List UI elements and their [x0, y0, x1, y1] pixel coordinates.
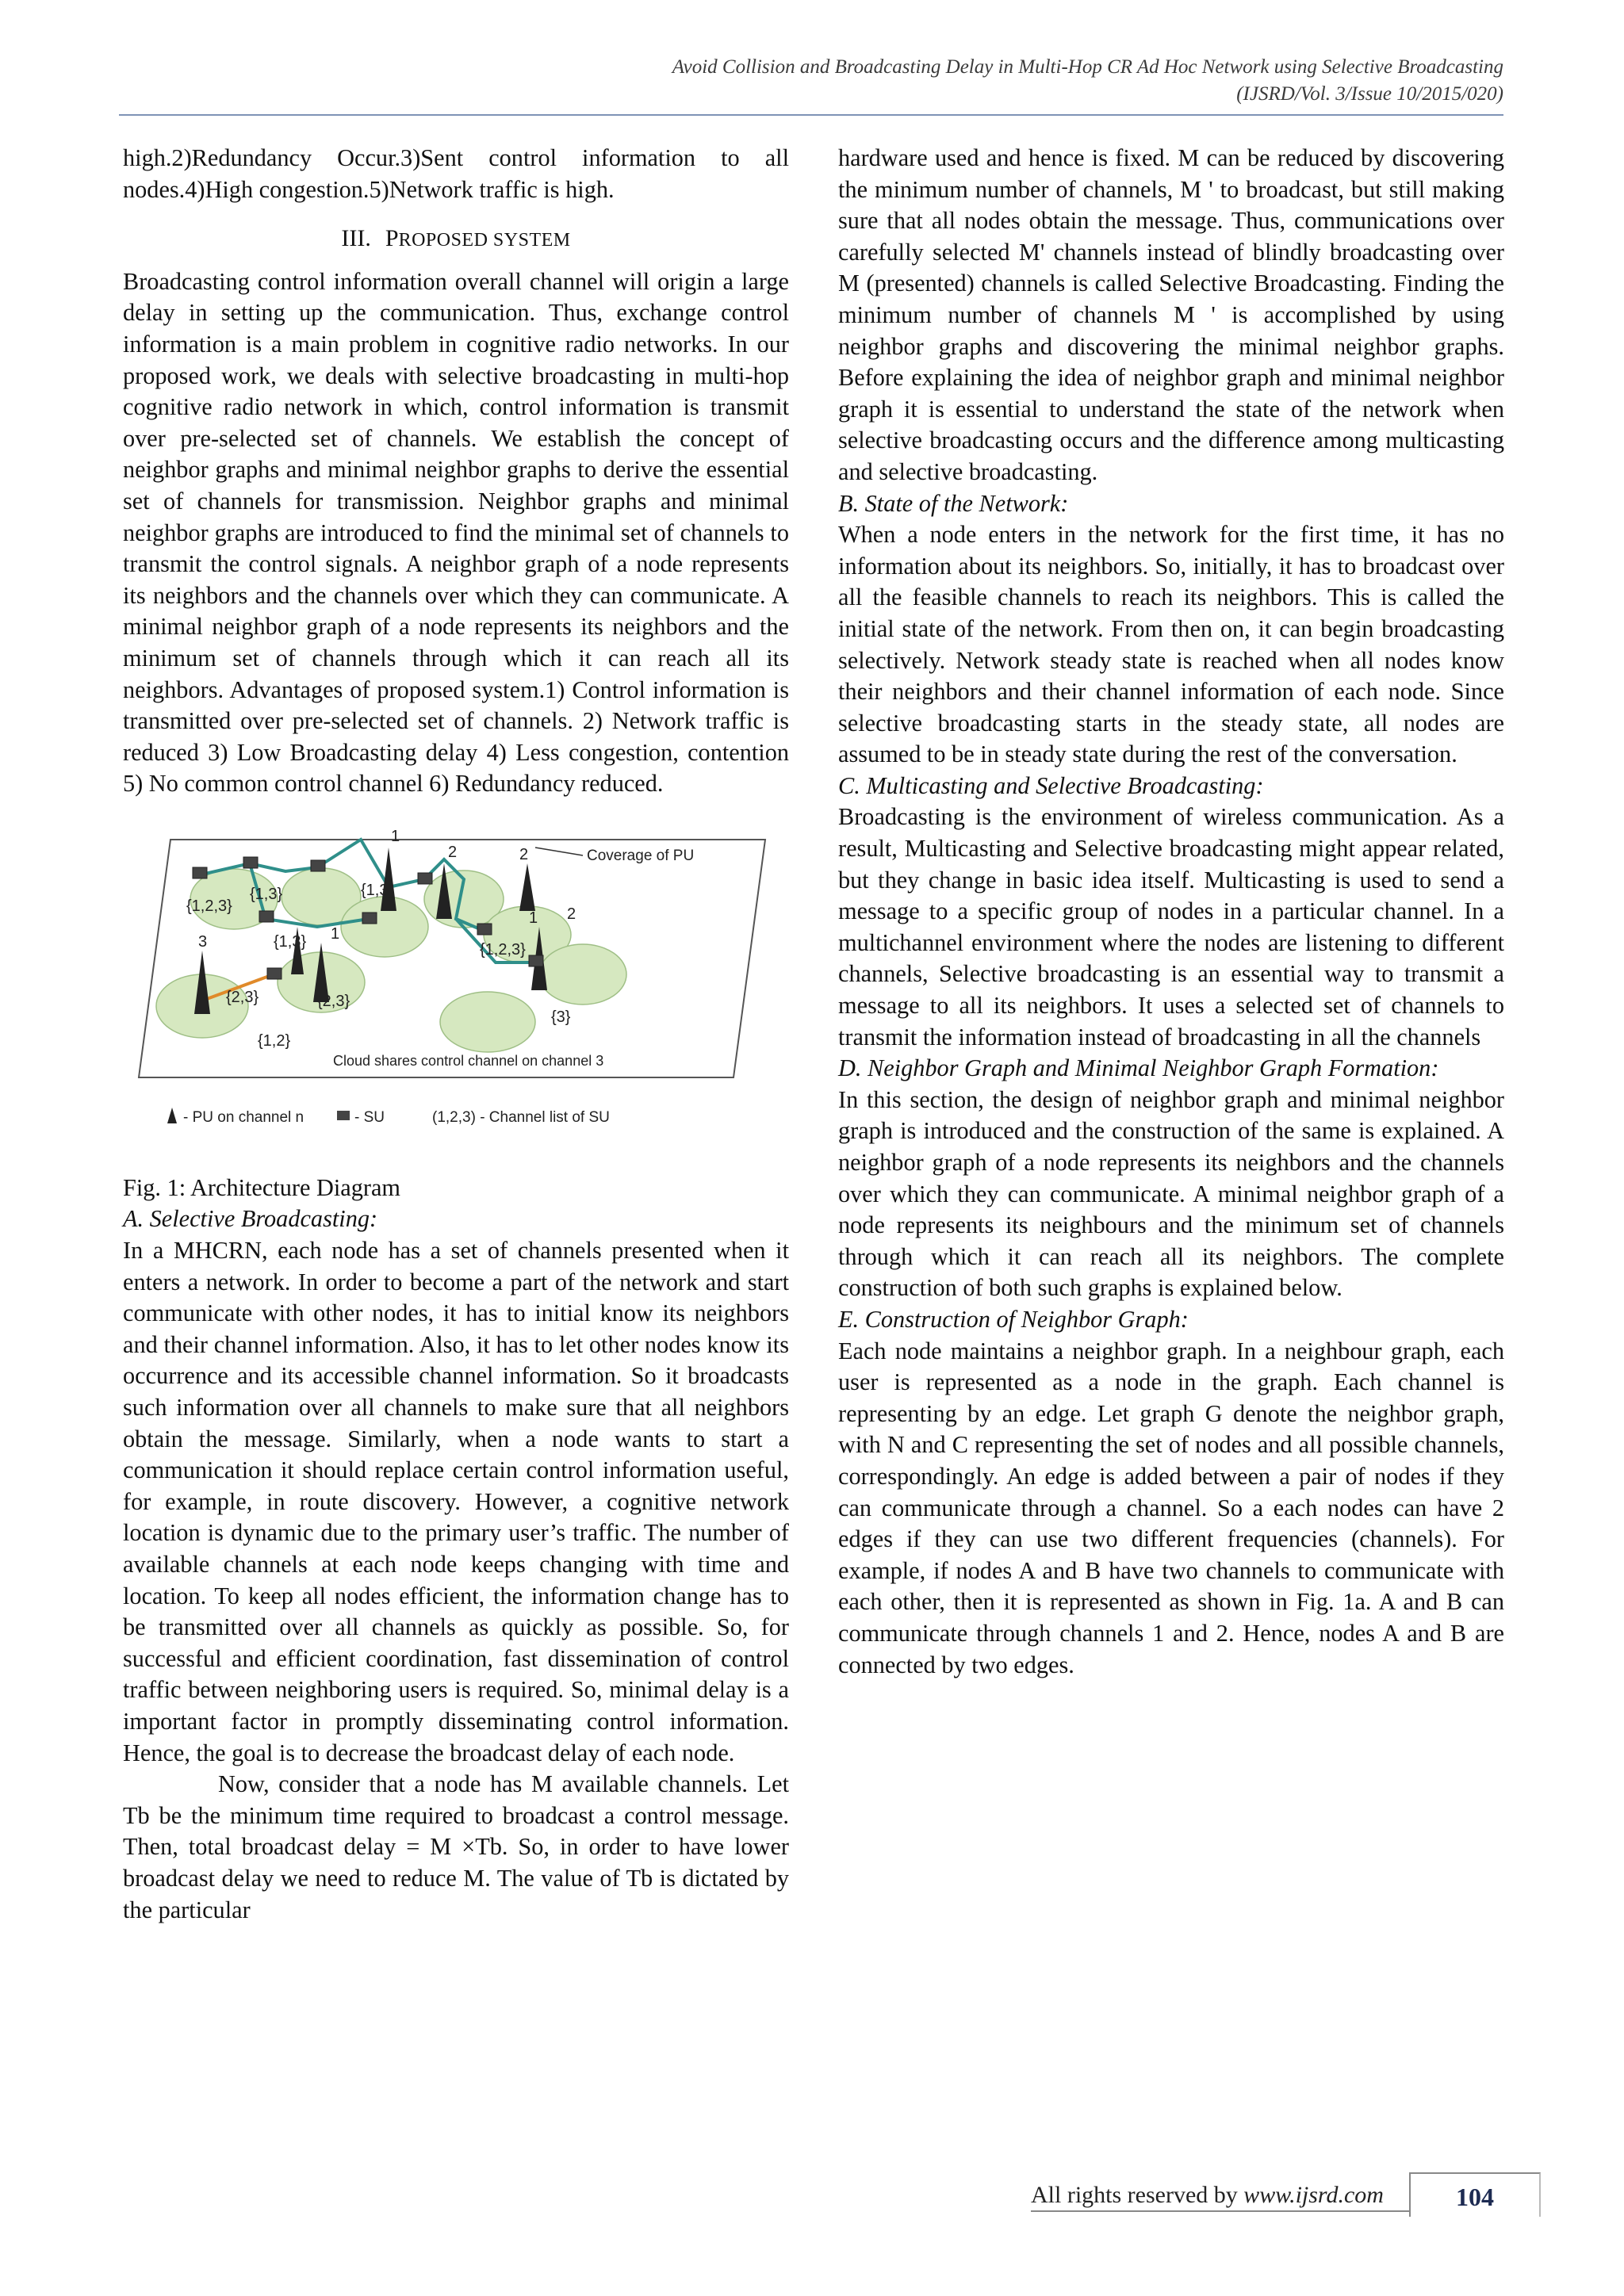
tower-label: 2	[519, 845, 529, 863]
ch-label: {1,2,3}	[186, 897, 232, 915]
tower-label: 3	[198, 932, 208, 951]
section-heading-first: P	[385, 225, 399, 252]
intro-paragraph: high.2)Redundancy Occur.3)Sent control information to all nodes.4)High congestion.5)Network traffic is high.	[123, 144, 789, 203]
subsection-e-title: E. Construction of Neighbor Graph:	[838, 1305, 1189, 1333]
subsection-a-paragraph: In a MHCRN, each node has a set of channels presented when it enters a network. In order to become a part of the network and start communicate with other nodes, it has to initial know its neighbors and their channel information. Also, it has to let other nodes know its occurrence and its accessible channel information. So it broadcasts such information over all channels to make sure that all neighbors obtain the message. Similarly, when a node wants to start a communication it should replace certain control information useful, for example, in route discovery. However, a cognitive network location is dynamic due to the primary user’s traffic. The number of available channels at each node keeps changing with time and location. To keep all nodes efficient, the information change has to be transmitted over all channels as quickly as possible. So, for successful and efficient coordination, fast dissemination of control traffic between neighboring users is required. So, minimal delay is a important factor in promptly disseminating control information. Hence, the goal is to decrease the broadcast delay of each node.	[123, 1237, 789, 1766]
section-heading-rest: ROPOSED SYSTEM	[398, 230, 571, 251]
subsection-a-title: A. Selective Broadcasting:	[123, 1205, 378, 1233]
footer-copyright	[1031, 2182, 1384, 2209]
legend-tower-icon	[167, 1108, 177, 1123]
subsection-a-paragraph-2: Now, consider that a node has M available channels. Let Tb be the minimum time required to broadcast a control message. Then, total broadcast delay = M ×Tb. So, in order to have lower broadcast delay we need to reduce M. The value of Tb is dictated by the particular	[123, 1770, 789, 1923]
ch-label: {1,2,3}	[480, 940, 526, 959]
header-title: Avoid Collision and Broadcasting Delay in Multi-Hop CR Ad Hoc Network using Selective Broadcasting	[672, 56, 1503, 78]
legend-laptop-icon	[337, 1111, 350, 1120]
ch-label: {1,2}	[258, 1031, 291, 1050]
subsection-d-paragraph: In this section, the design of neighbor graph and minimal neighbor graph is introduced and the construction of the same is explained. A neighbor graph of a node represents its neighbors and the channels over which they can communicate. A minimal neighbor graph of a node represents its neighbours and the minimum set of channels through which it can reach all its neighbors. The complete construction of both such graphs is explained below.	[838, 1085, 1504, 1302]
footer-rule	[1031, 2210, 1409, 2212]
tower-label: 1	[331, 924, 340, 943]
figure-caption: Fig. 1: Architecture Diagram	[123, 1173, 400, 1201]
ch-label: {1,3}	[361, 881, 394, 899]
ch-label: {1,3}	[274, 932, 307, 951]
subsection-d-title: D. Neighbor Graph and Minimal Neighbor Graph Formation:	[838, 1054, 1439, 1082]
right-column	[838, 143, 1504, 1681]
ch-label: {3}	[551, 1008, 571, 1026]
page-number: 104	[1409, 2172, 1541, 2217]
coverage-label: Coverage of PU	[587, 847, 695, 864]
subsection-c-paragraph: Broadcasting is the environment of wireless communication. As a result, Multicasting and Selective broadcasting might appear related, but they change in basic idea itself. Multicasting is used to send a message to a specific group of nodes in a particular channel. In a multichannel environment where the nodes are listening to different channels, Selective broadcasting is an essential way to transmit a message to all its neighbors. It uses a selected set of channels to transmit the information instead of broadcasting in all the channels	[838, 803, 1504, 1050]
header-issue: (IJSRD/Vol. 3/Issue 10/2015/020)	[1236, 83, 1503, 105]
subsection-b-paragraph: When a node enters in the network for the first time, it has no information about its neighbors. So, initially, it has to broadcast over all the feasible channels to reach its neighbors. This is called the initial state of the network. From then on, it can begin broadcasting selectively. Network steady state is reached when all nodes know their neighbors and their channel information of each node. Since selective broadcasting starts in the steady state, all nodes are assumed to be in steady state during the rest of the conversation.	[838, 521, 1504, 768]
architecture-diagram	[123, 824, 789, 1173]
left-column	[123, 143, 789, 1926]
section-3-heading	[123, 223, 789, 257]
footer-prefix: All rights reserved by	[1031, 2182, 1244, 2208]
section-3-paragraph: Broadcasting control information overall channel will origin a large delay in setting up the communication. Thus, exchange control information is a main problem in cognitive radio networks. In our proposed work, we deals with selective broadcasting in multi-hop cognitive radio network in which, control information is transmit over pre-selected set of channels. We establish the concept of neighbor graphs and minimal neighbor graphs to derive the essential set of channels for transmission. Neighbor graphs and minimal neighbor graphs are introduced to find the minimal set of channels to transmit the control signals. A neighbor graph of a node represents its neighbors and the channels over which they can communicate. A minimal neighbor graph of a node represents its neighbors and the minimum set of channels through which it can reach all its neighbors. Advantages of proposed system.1) Control information is transmitted over pre-selected set of channels. 2) Network traffic is reduced 3) Low Broadcasting delay 4) Less congestion, contention 5) No common control channel 6) Redundancy reduced.	[123, 267, 789, 798]
architecture-figure	[123, 824, 789, 1173]
subsection-c-title: C. Multicasting and Selective Broadcasting:	[838, 771, 1264, 799]
tower-label: 2	[567, 905, 576, 923]
cloud-label: Cloud shares control channel on channel 3	[333, 1052, 604, 1069]
tower-label: 1	[391, 827, 400, 845]
tower-label: 2	[448, 843, 458, 861]
section-number: III.	[341, 225, 371, 252]
legend-channel-list: (1,2,3) - Channel list of SU	[432, 1108, 610, 1126]
footer-site-link[interactable]: www.ijsrd.com	[1243, 2182, 1384, 2208]
legend-pu: - PU on channel n	[183, 1108, 304, 1126]
subsection-b-title: B. State of the Network:	[838, 489, 1069, 517]
running-header	[119, 54, 1503, 108]
ch-label: {1,3}	[250, 885, 283, 903]
legend-su: - SU	[354, 1108, 385, 1126]
header-rule	[119, 114, 1503, 116]
tower-label: 1	[529, 909, 538, 927]
subsection-e-paragraph: Each node maintains a neighbor graph. In a neighbour graph, each user is represented as a node in the graph. Each channel is representing by an edge. Let graph G denote the neighbor graph, with N and C representing the set of nodes and all possible channels, correspondingly. An edge is added between a pair of nodes if they can communicate through a channel. So a each nodes can have 2 edges if they can use two different frequencies (channels). For example, if nodes A and B have two channels to communicate with each other, then it is represented as shown in Fig. 1a. A and B can communicate through channels 1 and 2. Hence, nodes A and B are connected by two edges.	[838, 1337, 1504, 1678]
ch-label: {2,3}	[226, 988, 259, 1006]
right-intro-paragraph: hardware used and hence is fixed. M can be reduced by discovering the minimum number of channels, M ' to broadcast, but still making sure that all nodes obtain the message. Thus, communications over carefully selected M' channels instead of blindly broadcasting over M (presented) channels is called Selective Broadcasting. Finding the minimum number of channels M ' is accomplished by using neighbor graphs and discovering the minimal neighbor graphs. Before explaining the idea of neighbor graph and minimal neighbor graph it is essential to understand the state of the network when selective broadcasting occurs and the difference among multicasting and selective broadcasting.	[838, 144, 1504, 485]
ch-label: {2,3}	[317, 992, 350, 1010]
